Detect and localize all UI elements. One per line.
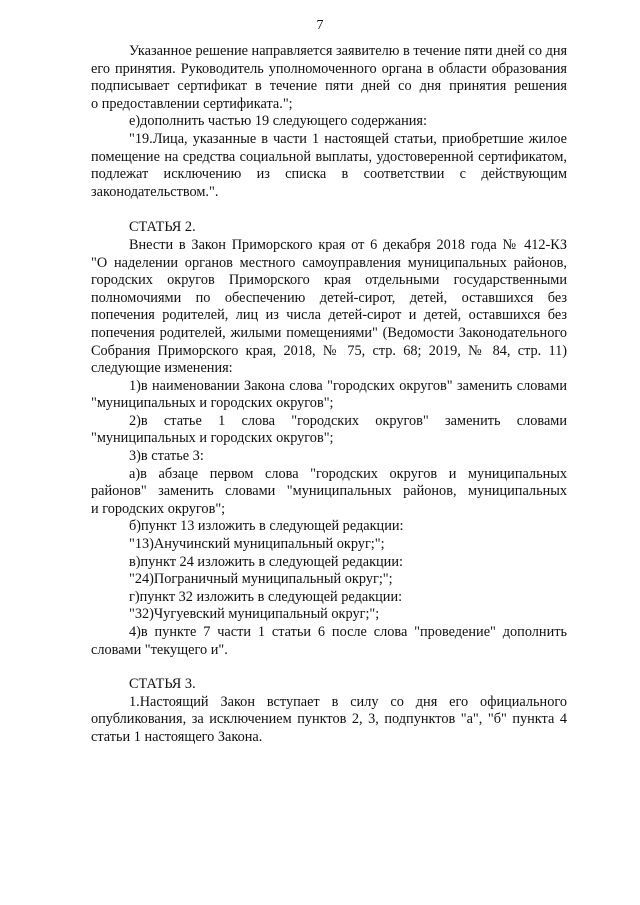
paragraph-first-line: "13)Анучинский муниципальный округ;"; xyxy=(129,536,385,553)
paragraph-first-line: г)пункт 32 изложить в следующей редакции: xyxy=(129,588,403,605)
text-line: подлежат исключению из списка в соответствии с действующим xyxy=(91,166,567,183)
paragraph-gap xyxy=(91,201,567,219)
paragraph-first-line: "24)Пограничный муниципальный округ;"; xyxy=(129,571,393,588)
paragraph-first-line: "32)Чугуевский муниципальный округ;"; xyxy=(129,606,380,623)
text-line: законодательством.". xyxy=(91,183,219,200)
page-number: 7 xyxy=(316,18,324,33)
text-line: "муниципальных и городских округов"; xyxy=(91,395,334,412)
paragraph-first-line: СТАТЬЯ 2. xyxy=(129,219,196,236)
paragraph-first-line: в)пункт 24 изложить в следующей редакции: xyxy=(129,553,403,570)
text-line: и городских округов"; xyxy=(91,500,226,517)
text-line: городских округов Приморского края отдельными государственными xyxy=(91,272,567,289)
text-line: статьи 1 настоящего Закона. xyxy=(91,728,263,745)
text-line: попечения родителей, жилыми помещениями" (Ведомости Законодательного xyxy=(91,324,567,341)
paragraph-first-line: а)в абзаце первом слова "городских округов и муниципальных xyxy=(129,465,567,482)
paragraph-first-line: 1)в наименовании Закона слова "городских округов" заменить словами xyxy=(129,377,567,394)
paragraph-first-line: Указанное решение направляется заявителю в течение пяти дней со дня xyxy=(129,43,567,59)
text-line: о предоставлении сертификата."; xyxy=(91,95,293,112)
text-line: словами "текущего и". xyxy=(91,641,228,658)
paragraph-first-line: 1.Настоящий Закон вступает в силу со дня его официального xyxy=(129,693,567,710)
paragraph-gap xyxy=(91,659,567,676)
paragraph-first-line: СТАТЬЯ 3. xyxy=(129,676,196,693)
text-line: Собрания Приморского края, 2018, № 75, стр. 68; 2019, № 84, стр. 11) xyxy=(91,342,567,359)
paragraph-first-line: "19.Лица, указанные в части 1 настоящей статьи, приобретшие жилое xyxy=(129,130,567,147)
document-body xyxy=(91,43,567,747)
text-line: "О наделении органов местного самоуправления муниципальных районов, xyxy=(91,254,567,271)
text-line: "муниципальных и городских округов"; xyxy=(91,430,334,447)
paragraph-first-line: 2)в статье 1 слова "городских округов" заменить словами xyxy=(129,412,567,429)
text-line: районов" заменить словами "муниципальных районов, муниципальных xyxy=(91,483,567,500)
paragraph-first-line: Внести в Закон Приморского края от 6 декабря 2018 года № 412-КЗ xyxy=(129,236,567,253)
text-line: подписывает сертификат в течение пяти дней со дня принятия решения xyxy=(91,78,567,95)
text-line: полномочиями по обеспечению детей-сирот, детей, оставшихся без xyxy=(91,289,567,306)
text-line: его принятия. Руководитель уполномоченного органа в области образования xyxy=(91,60,567,77)
text-line: помещение на средства социальной выплаты, удостоверенной сертификатом, xyxy=(91,148,567,165)
text-line: следующие изменения: xyxy=(91,360,233,377)
paragraph-first-line: 3)в статье 3: xyxy=(129,448,204,465)
text-line: опубликования, за исключением пунктов 2, 3, подпунктов "а", "б" пункта 4 xyxy=(91,711,567,728)
paragraph-first-line: 4)в пункте 7 части 1 статьи 6 после слова "проведение" дополнить xyxy=(129,624,567,640)
paragraph-first-line: е)дополнить частью 19 следующего содержания: xyxy=(129,113,427,130)
text-line: попечения родителей, лиц из числа детей-сирот и детей, оставшихся без xyxy=(91,307,567,324)
paragraph-first-line: б)пункт 13 изложить в следующей редакции: xyxy=(129,518,404,535)
